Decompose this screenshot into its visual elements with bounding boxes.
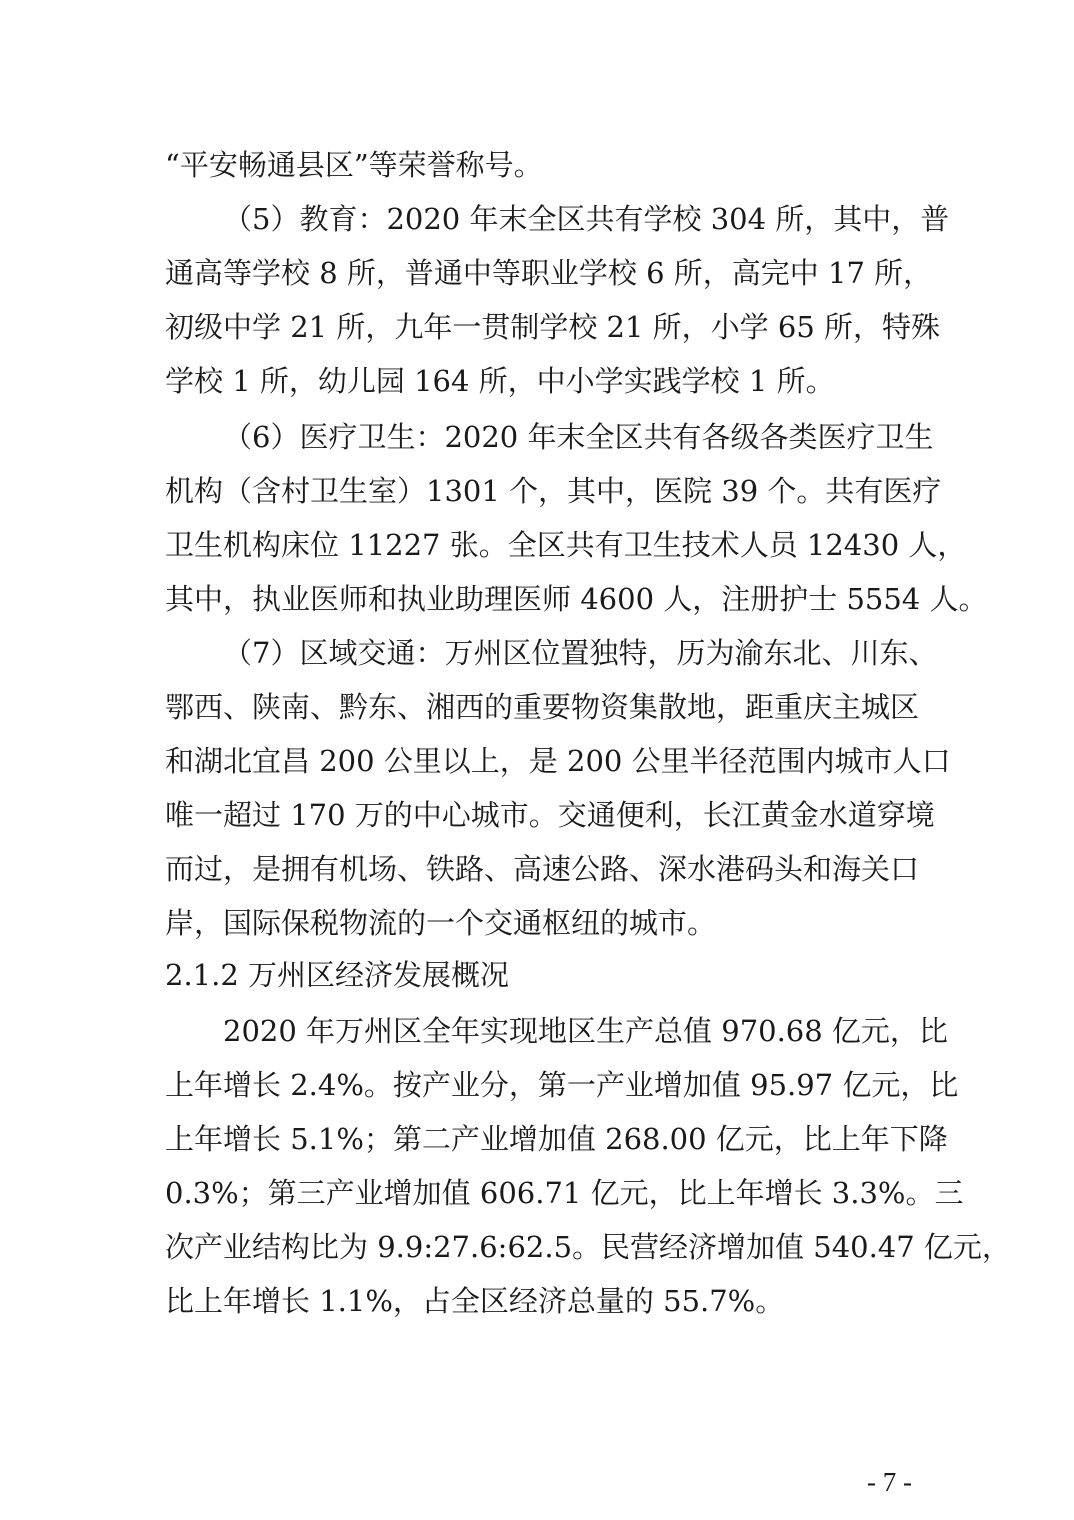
economy-paragraph-line: 上年增长 5.1%；第二产业增加值 268.00 亿元，比上年下降 [165, 1122, 948, 1156]
page-number: - 7 - [867, 1467, 912, 1497]
education-paragraph-line: 学校 1 所，幼儿园 164 所，中小学实践学校 1 所。 [165, 364, 835, 398]
transport-paragraph-line: 而过，是拥有机场、铁路、高速公路、深水港码头和海关口 [165, 852, 920, 886]
continued-paragraph-line: “平安畅通县区”等荣誉称号。 [165, 148, 543, 182]
education-paragraph-line: （5）教育：2020 年末全区共有学校 304 所，其中，普 [223, 202, 950, 236]
health-paragraph-line: 机构（含村卫生室）1301 个，其中，医院 39 个。共有医疗 [165, 474, 942, 508]
education-paragraph-line: 初级中学 21 所，九年一贯制学校 21 所，小学 65 所，特殊 [165, 310, 941, 344]
health-paragraph-line: 卫生机构床位 11227 张。全区共有卫生技术人员 12430 人， [165, 528, 967, 562]
transport-paragraph-line: 岸，国际保税物流的一个交通枢纽的城市。 [165, 906, 717, 940]
health-paragraph-line: （6）医疗卫生：2020 年末全区共有各级各类医疗卫生 [223, 420, 934, 454]
transport-paragraph-line: 和湖北宜昌 200 公里以上，是 200 公里半径范围内城市人口 [165, 744, 951, 778]
economy-paragraph-line: 上年增长 2.4%。按产业分，第一产业增加值 95.97 亿元，比 [165, 1068, 959, 1102]
economy-paragraph-line: 比上年增长 1.1%，占全区经济总量的 55.7%。 [165, 1284, 785, 1318]
section-heading: 2.1.2 万州区经济发展概况 [165, 958, 510, 992]
economy-paragraph-line: 次产业结构比为 9.9:27.6:62.5。民营经济增加值 540.47 亿元， [165, 1230, 1011, 1264]
health-paragraph-line: 其中，执业医师和执业助理医师 4600 人，注册护士 5554 人。 [165, 582, 988, 616]
transport-paragraph-line: 鄂西、陕南、黔东、湘西的重要物资集散地，距重庆主城区 [165, 690, 920, 724]
economy-paragraph-line: 2020 年万州区全年实现地区生产总值 970.68 亿元，比 [223, 1014, 948, 1048]
education-paragraph-line: 通高等学校 8 所，普通中等职业学校 6 所，高完中 17 所， [165, 256, 933, 290]
transport-paragraph-line: 唯一超过 170 万的中心城市。交通便利，长江黄金水道穿境 [165, 798, 935, 832]
economy-paragraph-line: 0.3%；第三产业增加值 606.71 亿元，比上年增长 3.3%。三 [165, 1176, 964, 1210]
transport-paragraph-line: （7）区域交通：万州区位置独特，历为渝东北、川东、 [223, 636, 938, 670]
